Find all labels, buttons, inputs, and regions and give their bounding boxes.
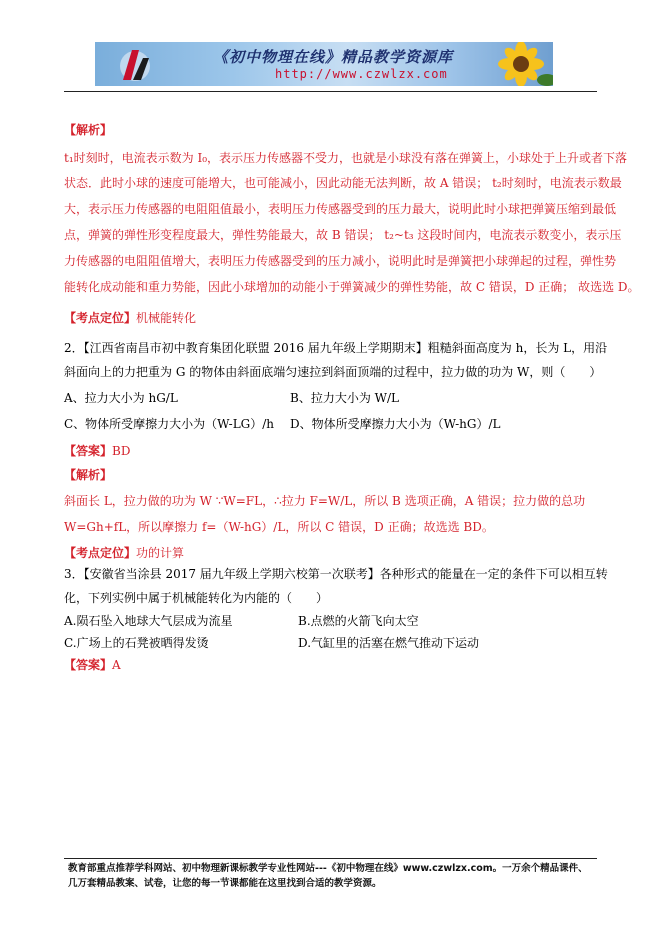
footer-divider (64, 858, 597, 859)
banner-title: 《初中物理在线》精品教学资源库 (213, 48, 454, 66)
analysis-label: 【解析】 (64, 123, 113, 137)
question-2-stem: 2．【江西省南昌市初中教育集团化联盟 2016 届九年级上学期期末】粗糙斜面高度为 h，长为 L，用沿 (64, 341, 608, 355)
question-2-analysis-label: 【解析】 (64, 468, 113, 482)
sunflower-icon (481, 42, 553, 86)
analysis-text-line: 能转化成动能和重力势能，因此小球增加的动能小于弹簧减少的弹性势能，故 C 错误，D 正确； 故选选 D。 (64, 280, 640, 294)
knowledge-point-value: 功的计算 (136, 546, 185, 560)
knowledge-point-value: 机械能转化 (136, 311, 197, 325)
question-2-stem: 斜面向上的力把重为 G 的物体由斜面底端匀速拉到斜面顶端的过程中，拉力做的功为 W，则（ ） (64, 365, 602, 379)
header-divider (64, 91, 597, 92)
footer-line: 几万套精品教案、试卷，让您的每一节课都能在这里找到合适的教学资源。 (68, 878, 382, 889)
footer-line: 教育部重点推荐学科网站、初中物理新课标教学专业性网站---《初中物理在线》www.czwlzx.com。一万余个精品课件、 (68, 863, 588, 874)
analysis-text-line: 点，弹簧的弹性形变程度最大，弹性势能最大，故 B 错误； t₂~t₃ 这段时间内，电流表示数变小，表示压 (64, 228, 622, 242)
question-3-option-d: D.气缸里的活塞在燃气推动下运动 (298, 636, 480, 650)
question-3-option-a: A.陨石坠入地球大气层成为流星 (64, 614, 233, 628)
knowledge-point-label: 【考点定位】 (64, 546, 137, 560)
analysis-text-line: W=Gh+fL，所以摩擦力 f=（W-hG）/L，所以 C 错误，D 正确；故选选 BD。 (64, 520, 494, 534)
knowledge-point (64, 545, 184, 561)
question-3-answer (64, 657, 121, 673)
question-3-stem: 化，下列实例中属于机械能转化为内能的（ ） (64, 591, 329, 605)
answer-value: BD (112, 444, 131, 458)
question-3-stem: 3．【安徽省当涂县 2017 届九年级上学期六校第一次联考】各种形式的能量在一定的条件下可以相互转 (64, 567, 608, 581)
banner-url[interactable]: http://www.czwlzx.com (275, 67, 448, 81)
question-2-option-d: D、物体所受摩擦力大小为（W-hG）/L (290, 417, 501, 431)
question-2-option-c: C、物体所受摩擦力大小为（W-LG）/h (64, 417, 275, 431)
analysis-text-line: 力传感器的电阻阻值增大，表明压力传感器受到的压力减小，说明此时是弹簧把小球弹起的过程，弹性势 (64, 254, 617, 268)
knowledge-point-label: 【考点定位】 (64, 311, 137, 325)
analysis-text-line: 状态．此时小球的速度可能增大，也可能减小，因此动能无法判断，故 A 错误； t₂时刻时，电流表示数最 (64, 176, 622, 190)
question-3-option-c: C.广场上的石凳被晒得发烫 (64, 636, 209, 650)
site-logo-icon (117, 44, 153, 84)
analysis-text-line: 斜面长 L，拉力做的功为 W ∵W=FL，∴拉力 F=W/L，所以 B 选项正确，A 错误；拉力做的总功 (64, 494, 586, 508)
question-2-answer (64, 443, 130, 459)
analysis-text-line: t₁时刻时，电流表示数为 I₀，表示压力传感器不受力，也就是小球没有落在弹簧上，小球处于上升或者下落 (64, 151, 628, 165)
question-3-option-b: B.点燃的火箭飞向太空 (298, 614, 419, 628)
question-2-option-a: A、拉力大小为 hG/L (64, 391, 178, 405)
knowledge-point (64, 310, 196, 326)
answer-value: A (112, 658, 121, 672)
analysis-text-line: 大，表示压力传感器的电阻阻值最小，表明压力传感器受到的压力最大，说明此时小球把弹簧压缩到最低 (64, 202, 617, 216)
question-2-option-b: B、拉力大小为 W/L (290, 391, 399, 405)
answer-label: 【答案】 (64, 658, 113, 672)
answer-label: 【答案】 (64, 444, 113, 458)
header-banner (95, 42, 553, 86)
